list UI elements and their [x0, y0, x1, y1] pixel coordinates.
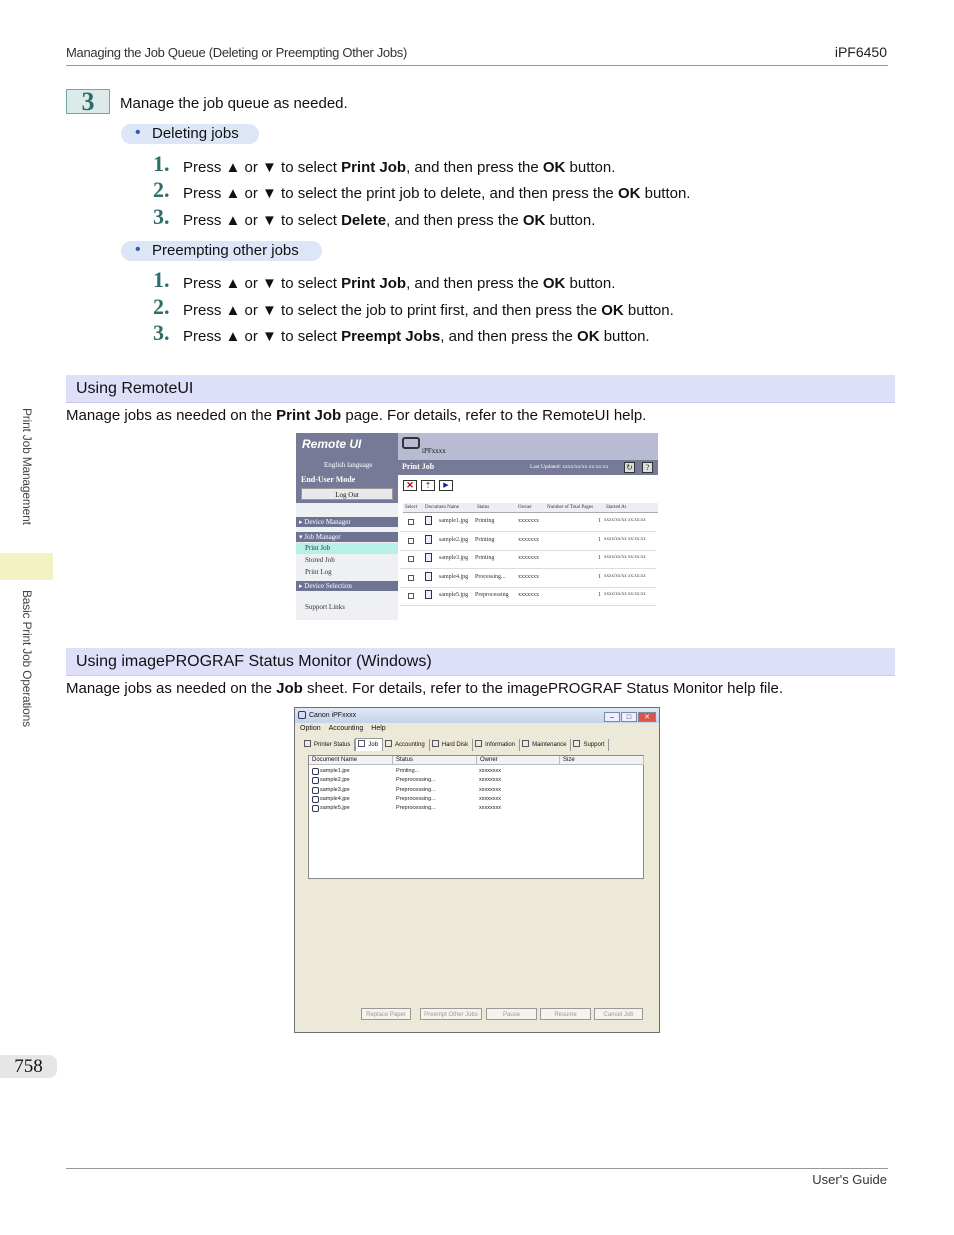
subhead-preempting-jobs: • Preempting other jobs — [121, 241, 322, 261]
window-title: Canon iPFxxxx — [309, 712, 357, 719]
cell-name: sample1.jpg — [439, 518, 469, 524]
minimize-button[interactable]: – — [604, 712, 620, 722]
column-header[interactable]: Owner — [477, 756, 560, 765]
cell-owner: xxxxxxx — [518, 536, 539, 543]
last-updated: Last Updated: xxxx/xx/xx xx:xx:xx — [530, 464, 609, 470]
refresh-icon[interactable]: ↻ — [624, 462, 635, 473]
remoteui-logo: Remote UI — [302, 437, 362, 451]
row-divider — [400, 550, 656, 551]
cell-owner: xxxxxxx — [518, 518, 539, 524]
tab[interactable]: Maintenance — [520, 739, 571, 751]
column-header: Owner — [516, 503, 545, 513]
nav-print-log[interactable]: Print Log — [305, 568, 332, 576]
step-instruction: Press ▲ or ▼ to select Print Job, and then press the OK button. — [183, 159, 616, 176]
menu-item[interactable]: Help — [371, 725, 386, 732]
job-icon — [312, 796, 319, 803]
job-list[interactable] — [308, 755, 644, 879]
cell-pages: 1 — [598, 555, 601, 561]
print-job-title-bar — [398, 460, 658, 475]
close-button[interactable]: ✕ — [638, 712, 656, 722]
preempt-job-icon[interactable]: ⇡ — [421, 480, 435, 491]
window-title-bar — [295, 708, 659, 723]
cell-started: xxxx/xx/xx xx:xx:xx — [604, 592, 646, 597]
step-number: 3 — [81, 87, 95, 116]
remoteui-screenshot — [296, 433, 658, 620]
cell-owner: xxxxxxx — [518, 573, 539, 580]
step-number-box — [66, 89, 110, 114]
page-title: Print Job — [402, 462, 435, 471]
tab[interactable]: Hard Disk — [430, 739, 473, 751]
step-number: 2. — [153, 294, 170, 319]
remoteui-paragraph: Manage jobs as needed on the Print Job page. For details, refer to the RemoteUI help. — [66, 407, 647, 424]
tab-bar — [302, 738, 609, 750]
subhead-deleting-jobs: • Deleting jobs — [121, 124, 259, 144]
step-number: 2. — [153, 177, 170, 202]
document-icon — [425, 535, 432, 544]
job-icon — [312, 768, 319, 775]
printer-name: iPFxxxx — [422, 447, 446, 455]
job-action-button[interactable]: Replace Paper — [361, 1008, 411, 1020]
cell-status: Preprocessing... — [396, 786, 436, 793]
step-number: 1. — [153, 267, 170, 292]
menu-bar — [300, 723, 394, 734]
cell-name: sample4.jpg — [439, 573, 469, 580]
job-action-button[interactable]: Resume — [540, 1008, 591, 1020]
maximize-button[interactable]: □ — [621, 712, 637, 722]
cell-name: sample5.jpg — [439, 592, 469, 598]
tab-icon — [573, 740, 580, 747]
cell-status: Printing... — [396, 768, 420, 774]
cell-name: sample1.jpe — [320, 768, 350, 774]
column-header[interactable]: Document Name — [309, 756, 393, 765]
document-icon — [425, 553, 432, 562]
cell-status: Printing — [475, 536, 495, 543]
column-header: Started At — [604, 503, 658, 513]
step-instruction: Press ▲ or ▼ to select Preempt Jobs, and then press the OK button. — [183, 328, 650, 345]
column-header: Document Name — [423, 503, 475, 513]
cell-pages: 1 — [598, 573, 601, 580]
nav-job-manager[interactable]: ▾ Job Manager — [296, 532, 398, 542]
app-icon — [298, 711, 306, 719]
nav-stored-job[interactable]: Stored Job — [305, 556, 335, 564]
language-link[interactable]: English language — [324, 461, 373, 469]
row-divider — [400, 605, 656, 606]
cell-pages: 1 — [598, 536, 601, 543]
side-tab-chapter: Print Job Management — [20, 408, 34, 525]
step-number: 3. — [153, 320, 170, 345]
running-header-title: Managing the Job Queue (Deleting or Preempting Other Jobs) — [66, 45, 408, 60]
step-instruction: Press ▲ or ▼ to select the print job to delete, and then press the OK button. — [183, 185, 691, 202]
column-header: Select — [403, 503, 423, 513]
help-icon[interactable]: ? — [642, 462, 653, 473]
cell-owner: xxxxxxx — [518, 592, 539, 598]
tab[interactable]: Job — [355, 738, 383, 751]
tab[interactable]: Information — [473, 739, 520, 751]
cell-name: sample4.jpe — [320, 795, 350, 802]
cell-started: xxxx/xx/xx xx:xx:xx — [604, 573, 646, 579]
select-checkbox[interactable] — [408, 556, 414, 562]
tab-icon — [475, 740, 482, 747]
tab[interactable]: Accounting — [383, 739, 430, 751]
job-action-button[interactable]: Preempt Other Jobs — [420, 1008, 482, 1020]
cell-status: Preprocessing... — [396, 777, 436, 784]
tab[interactable]: Support — [571, 739, 609, 751]
remoteui-sidebar — [296, 433, 398, 620]
side-tab-section: Basic Print Job Operations — [20, 590, 34, 727]
running-header-model: iPF6450 — [834, 44, 887, 60]
row-divider — [400, 568, 656, 569]
document-icon — [425, 516, 432, 525]
cell-pages: 1 — [598, 592, 601, 598]
cell-name: sample5.jpe — [320, 805, 350, 812]
column-header: Number of Total Pages — [545, 503, 604, 513]
cell-status: Printing — [475, 555, 495, 561]
job-icon — [312, 787, 319, 794]
step-instruction: Press ▲ or ▼ to select Delete, and then press the OK button. — [183, 212, 596, 229]
section-heading-status-monitor: Using imagePROGRAF Status Monitor (Windows) — [66, 648, 895, 676]
status-monitor-paragraph: Manage jobs as needed on the Job sheet. For details, refer to the imagePROGRAF Status Monitor help file. — [66, 680, 784, 697]
step-instruction: Press ▲ or ▼ to select Print Job, and then press the OK button. — [183, 275, 616, 292]
select-checkbox[interactable] — [408, 538, 414, 544]
cell-owner: xxxxxxxx — [479, 795, 501, 802]
cell-started: xxxx/xx/xx xx:xx:xx — [604, 555, 646, 560]
delete-job-icon[interactable]: ✕ — [403, 480, 417, 491]
header-rule — [66, 65, 888, 66]
nav-support-links[interactable]: Support Links — [305, 603, 345, 611]
cell-name: sample3.jpe — [320, 786, 350, 793]
job-action-button[interactable]: Cancel Job — [594, 1008, 643, 1020]
cell-owner: xxxxxxxx — [479, 805, 501, 812]
column-header[interactable]: Size — [560, 756, 644, 765]
job-icon — [312, 777, 319, 784]
page-number: 758 — [0, 1055, 57, 1078]
logout-button[interactable]: Log Out — [301, 488, 393, 500]
select-checkbox[interactable] — [408, 519, 414, 525]
nav-device-selection[interactable]: ▸ Device Selection — [296, 581, 398, 591]
status-monitor-window — [294, 707, 660, 1033]
column-header: Status — [475, 503, 516, 513]
cell-started: xxxx/xx/xx xx:xx:xx — [604, 536, 646, 542]
menu-item[interactable]: Option — [300, 725, 321, 732]
footer-rule — [66, 1168, 888, 1169]
job-action-button[interactable]: Pause — [486, 1008, 537, 1020]
document-icon — [425, 572, 432, 581]
select-checkbox[interactable] — [408, 575, 414, 581]
cell-owner: xxxxxxxx — [479, 768, 501, 774]
tab-icon — [385, 740, 392, 747]
cell-name: sample2.jpe — [320, 777, 350, 784]
cell-name: sample2.jpg — [439, 536, 469, 543]
document-icon — [425, 590, 432, 599]
tab-icon — [358, 740, 365, 747]
step-instruction: Press ▲ or ▼ to select the job to print first, and then press the OK button. — [183, 302, 674, 319]
printer-icon — [402, 437, 420, 449]
step-text: Manage the job queue as needed. — [120, 95, 348, 112]
cell-status: Preprocessing... — [396, 805, 436, 812]
user-mode-label: End-User Mode — [301, 475, 356, 484]
resume-job-icon[interactable]: ▶ — [439, 480, 453, 491]
cell-status: Processing... — [475, 573, 506, 580]
menu-item[interactable]: Accounting — [328, 725, 364, 732]
cell-name: sample3.jpg — [439, 555, 469, 561]
row-divider — [400, 531, 656, 532]
cell-owner: xxxxxxxx — [479, 786, 501, 793]
nav-device-manager[interactable]: ▸ Device Manager — [296, 517, 398, 527]
cell-status: Preprocessing... — [396, 795, 436, 802]
row-divider — [400, 587, 656, 588]
cell-pages: 1 — [598, 518, 601, 524]
cell-owner: xxxxxxxx — [479, 777, 501, 784]
cell-status: Printing — [475, 518, 495, 524]
footer-text: User's Guide — [812, 1172, 887, 1187]
cell-owner: xxxxxxx — [518, 555, 539, 561]
tab[interactable]: Printer Status — [302, 739, 355, 751]
tab-icon — [304, 740, 311, 747]
section-heading-remoteui: Using RemoteUI — [66, 375, 895, 403]
step-number: 3. — [153, 204, 170, 229]
nav-print-job[interactable]: Print Job — [296, 543, 398, 554]
side-tab-highlight — [0, 553, 53, 580]
cell-status: Preprocessing — [475, 592, 509, 598]
select-checkbox[interactable] — [408, 593, 414, 599]
cell-started: xxxx/xx/xx xx:xx:xx — [604, 518, 646, 523]
tab-icon — [522, 740, 529, 747]
job-icon — [312, 805, 319, 812]
step-number: 1. — [153, 151, 170, 176]
column-header[interactable]: Status — [393, 756, 477, 765]
tab-icon — [432, 740, 439, 747]
